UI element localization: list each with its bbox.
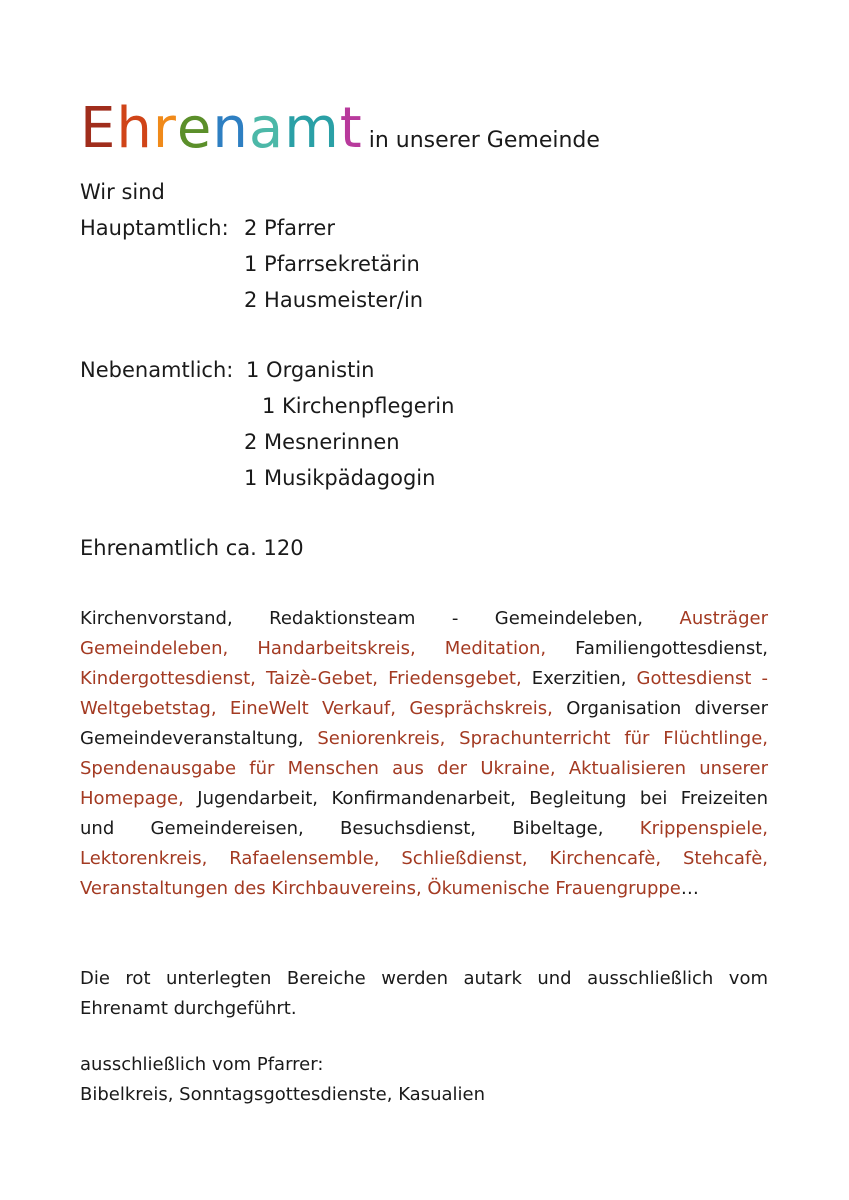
hauptamtlich-item: 2 Hausmeister/in <box>244 288 424 312</box>
activity-segment-volunteer: Austräger Gemeindeleben, Handarbeitskreis, Meditation, <box>80 608 768 659</box>
nebenamtlich-item: 2 Mesnerinnen <box>244 430 400 454</box>
hauptamtlich-label: Hauptamtlich: <box>80 216 229 240</box>
title-letter: e <box>176 96 213 161</box>
title-letter: h <box>116 96 153 161</box>
page-title <box>80 96 600 161</box>
activity-segment: Kirchenvorstand, Redaktionsteam - Gemeindeleben, <box>80 608 680 629</box>
activity-segment-volunteer: Gottesdienst - Weltgebetstag, EineWelt Verkauf, Gesprächskreis, <box>80 668 768 719</box>
activity-segment-volunteer: Kindergottesdienst, Taizè-Gebet, Friedensgebet, <box>80 668 532 689</box>
title-letter: E <box>80 96 117 161</box>
nebenamtlich-item: 1 Musikpädagogin <box>244 466 436 490</box>
nebenamtlich-item: 1 Organistin <box>246 358 375 382</box>
ehrenamtlich-count: Ehrenamtlich ca. 120 <box>80 536 304 560</box>
pfarrer-items: Bibelkreis, Sonntagsgottesdienste, Kasualien <box>80 1084 486 1105</box>
title-ehrenamt <box>80 96 363 161</box>
note-text: Die rot unterlegten Bereiche werden autark und ausschließlich vom Ehrenamt durchgeführt. <box>80 968 768 1019</box>
title-letter: t <box>339 96 363 161</box>
title-letter: r <box>152 96 177 161</box>
nebenamtlich-item: 1 Kirchenpflegerin <box>262 394 455 418</box>
pfarrer-label: ausschließlich vom Pfarrer: <box>80 1054 324 1075</box>
activity-segment: Familiengottesdienst, <box>575 638 768 659</box>
hauptamtlich-item: 1 Pfarrsekretärin <box>244 252 420 276</box>
activity-segment: Jugendarbeit, Konfirmandenarbeit, Begleitung bei Freizeiten und Gemeindereisen, Besuchsdienst, Bibeltage, <box>80 788 768 839</box>
activities-list <box>80 604 768 904</box>
title-letter: m <box>284 96 340 161</box>
activity-segment: … <box>680 878 699 899</box>
activity-segment-volunteer: Seniorenkreis, Sprachunterricht für Flüchtlinge, Spendenausgabe für Menschen aus der Ukraine, Aktualisieren unserer Homepage, <box>80 728 768 809</box>
title-subtitle: in unserer Gemeinde <box>368 128 600 153</box>
activity-segment: Exerzitien, <box>531 668 637 689</box>
intro-text: Wir sind <box>80 180 165 204</box>
hauptamtlich-item: 2 Pfarrer <box>244 216 335 240</box>
nebenamtlich-label: Nebenamtlich: <box>80 358 234 382</box>
title-letter: n <box>212 96 249 161</box>
activity-segment-volunteer: Krippenspiele, Lektorenkreis, Rafaelensemble, Schließdienst, Kirchencafè, Stehcafè, Veranstaltungen des Kirchbauvereins, Ökumenische Frauengruppe <box>80 818 768 899</box>
activity-segment: Organisation diverser Gemeindeveranstaltung, <box>80 698 768 749</box>
title-letter: a <box>248 96 285 161</box>
